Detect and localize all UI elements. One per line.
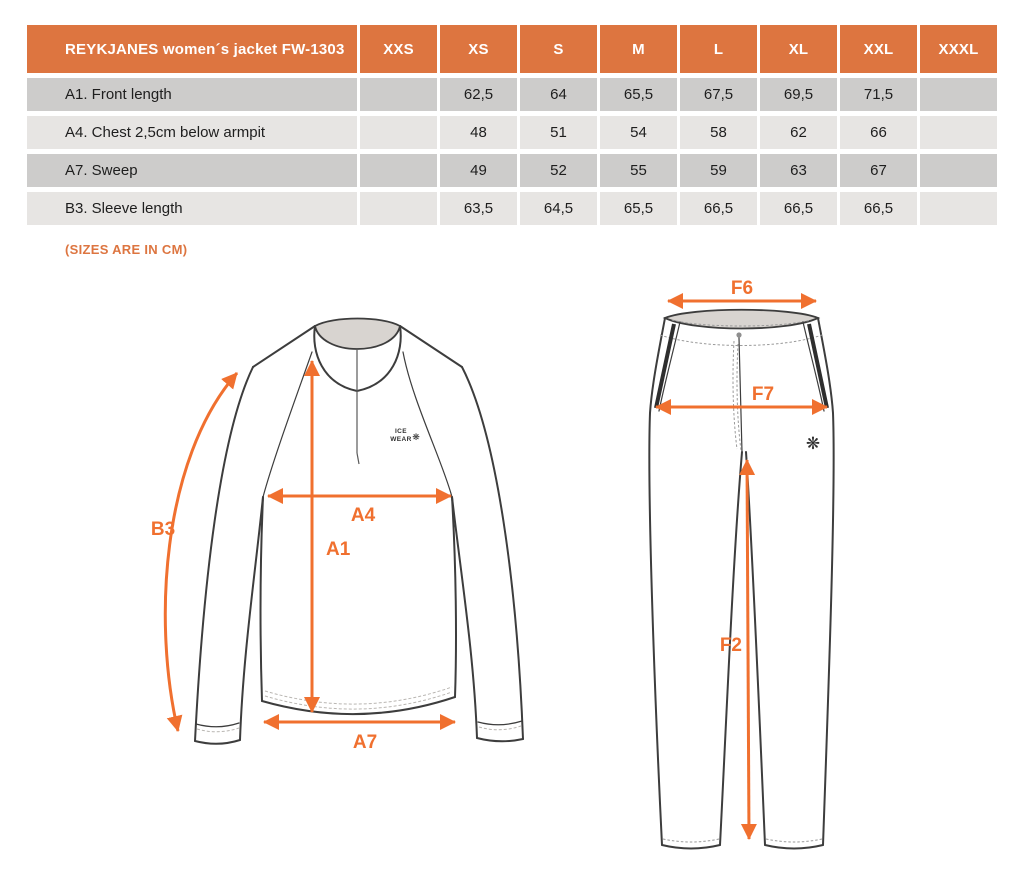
jacket-brand-logo: [390, 428, 420, 443]
logo-text-line1: ICE: [394, 428, 408, 435]
measurement-value-cell: 52: [520, 154, 597, 187]
product-title-header-cell: REYKJANES women´s jacket FW-1303: [27, 25, 357, 73]
f2-arrow: [747, 460, 749, 839]
table-row: [27, 192, 997, 225]
size-header-cell-l: L: [680, 25, 757, 73]
size-header-cell-xxs: XXS: [360, 25, 437, 73]
table-row: [27, 116, 997, 149]
measurement-label-cell: B3. Sleeve length: [27, 192, 357, 225]
measurement-value-cell: [360, 154, 437, 187]
measurement-value-cell: 54: [600, 116, 677, 149]
size-header-cell-xxl: XXL: [840, 25, 917, 73]
measurement-value-cell: 64,5: [520, 192, 597, 225]
measurement-value-cell: 55: [600, 154, 677, 187]
measurement-value-cell: [920, 192, 997, 225]
zipper-pull: [357, 453, 359, 464]
pants-outline-drawing: [649, 310, 833, 849]
measurement-value-cell: 63,5: [440, 192, 517, 225]
snowflake-icon: ❋: [412, 432, 420, 442]
measurement-value-cell: 66: [840, 116, 917, 149]
measurement-value-cell: 62: [760, 116, 837, 149]
measurement-label-cell: A7. Sweep: [27, 154, 357, 187]
measurement-value-cell: [920, 154, 997, 187]
table-row: [27, 78, 997, 111]
snowflake-icon: ❋: [805, 434, 821, 453]
measurement-value-cell: 63: [760, 154, 837, 187]
a4-label: A4: [350, 505, 376, 526]
logo-text-line2: WEAR: [390, 436, 412, 443]
b3-arrow: [165, 373, 237, 731]
jacket-measurement-diagram: [125, 295, 585, 800]
measurement-value-cell: 64: [520, 78, 597, 111]
measurement-value-cell: 71,5: [840, 78, 917, 111]
size-chart-body: [27, 78, 997, 225]
size-header-cell-xl: XL: [760, 25, 837, 73]
jacket-measure-arrows: [151, 361, 455, 753]
measurement-value-cell: 51: [520, 116, 597, 149]
measurement-label-cell: A4. Chest 2,5cm below armpit: [27, 116, 357, 149]
f6-label: F6: [730, 278, 754, 299]
measurement-value-cell: 66,5: [760, 192, 837, 225]
measurement-value-cell: 49: [440, 154, 517, 187]
size-chart-table: [24, 20, 1000, 230]
measurement-value-cell: 65,5: [600, 192, 677, 225]
collar-inner: [315, 319, 400, 350]
measurement-value-cell: 58: [680, 116, 757, 149]
b3-label: B3: [150, 519, 176, 540]
size-chart-header: [27, 25, 997, 73]
units-note: (SIZES ARE IN CM): [65, 242, 188, 257]
measurement-value-cell: [360, 192, 437, 225]
pants-measurement-diagram: [630, 278, 855, 878]
measurement-value-cell: [360, 116, 437, 149]
measurement-value-cell: 62,5: [440, 78, 517, 111]
measurement-value-cell: 66,5: [840, 192, 917, 225]
measurement-value-cell: 67: [840, 154, 917, 187]
measurement-value-cell: [920, 78, 997, 111]
pants-measure-arrows: [656, 278, 827, 839]
size-header-cell-xs: XS: [440, 25, 517, 73]
jacket-outline-drawing: [195, 319, 523, 744]
f7-label: F7: [751, 384, 775, 405]
waist-button: [736, 332, 741, 337]
a1-label: A1: [326, 539, 351, 560]
measurement-label-cell: A1. Front length: [27, 78, 357, 111]
size-header-cell-xxxl: XXXL: [920, 25, 997, 73]
size-header-cell-m: M: [600, 25, 677, 73]
measurement-value-cell: [920, 116, 997, 149]
size-header-cell-s: S: [520, 25, 597, 73]
measurement-value-cell: 67,5: [680, 78, 757, 111]
f2-label: F2: [719, 635, 742, 656]
header-row: [27, 25, 997, 73]
measurement-value-cell: 48: [440, 116, 517, 149]
a7-label: A7: [352, 732, 378, 753]
measurement-value-cell: 65,5: [600, 78, 677, 111]
measurement-value-cell: 59: [680, 154, 757, 187]
measurement-value-cell: 66,5: [680, 192, 757, 225]
measurement-value-cell: 69,5: [760, 78, 837, 111]
table-row: [27, 154, 997, 187]
measurement-value-cell: [360, 78, 437, 111]
